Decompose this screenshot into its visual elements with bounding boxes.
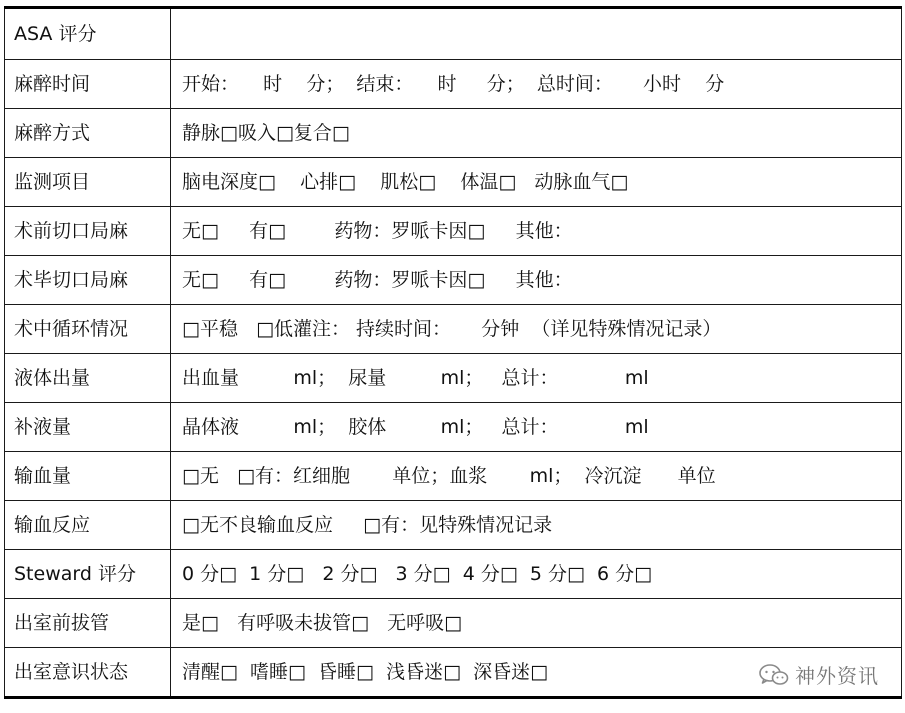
row-label: ASA 评分 [5, 8, 171, 60]
row-label: 麻醉时间 [5, 60, 171, 109]
table-row [5, 403, 902, 452]
row-value: 无□ 有□ 药物：罗哌卡因□ 其他： [171, 256, 902, 305]
row-value: 开始： 时 分； 结束： 时 分； 总时间： 小时 分 [171, 60, 902, 109]
watermark [759, 660, 879, 689]
row-value [171, 8, 902, 60]
wechat-icon [759, 663, 789, 687]
row-label: 监测项目 [5, 158, 171, 207]
table-row [5, 305, 902, 354]
row-label: 输血量 [5, 452, 171, 501]
table-row [5, 109, 902, 158]
table-row [5, 8, 902, 60]
table-row [5, 599, 902, 648]
anesthesia-record-table [4, 6, 902, 699]
table-row [5, 158, 902, 207]
row-label: 术中循环情况 [5, 305, 171, 354]
row-label: 麻醉方式 [5, 109, 171, 158]
table-row [5, 207, 902, 256]
row-value: 脑电深度□ 心排□ 肌松□ 体温□ 动脉血气□ [171, 158, 902, 207]
table-row [5, 550, 902, 599]
row-label: 补液量 [5, 403, 171, 452]
row-value: □无 □有：红细胞 单位；血浆 ml； 冷沉淀 单位 [171, 452, 902, 501]
table-row [5, 501, 902, 550]
row-value: 无□ 有□ 药物：罗哌卡因□ 其他： [171, 207, 902, 256]
row-label: 术毕切口局麻 [5, 256, 171, 305]
row-value: □无不良输血反应 □有：见特殊情况记录 [171, 501, 902, 550]
table-row [5, 354, 902, 403]
row-label: 液体出量 [5, 354, 171, 403]
table-row [5, 452, 902, 501]
table-row [5, 60, 902, 109]
row-value: 0 分□ 1 分□ 2 分□ 3 分□ 4 分□ 5 分□ 6 分□ [171, 550, 902, 599]
row-label: 出室意识状态 [5, 648, 171, 698]
row-value: 晶体液 ml； 胶体 ml； 总计： ml [171, 403, 902, 452]
watermark-text: 神外资讯 [795, 664, 879, 688]
row-value: 静脉□吸入□复合□ [171, 109, 902, 158]
row-value: 是□ 有呼吸未拔管□ 无呼吸□ [171, 599, 902, 648]
row-value: 出血量 ml； 尿量 ml； 总计： ml [171, 354, 902, 403]
row-value: □平稳 □低灌注： 持续时间： 分钟 （详见特殊情况记录） [171, 305, 902, 354]
row-label: 出室前拔管 [5, 599, 171, 648]
table-row [5, 256, 902, 305]
row-label: 术前切口局麻 [5, 207, 171, 256]
row-value: 清醒□ 嗜睡□ 昏睡□ 浅昏迷□ 深昏迷□ [171, 648, 902, 698]
row-label: 输血反应 [5, 501, 171, 550]
row-label: Steward 评分 [5, 550, 171, 599]
